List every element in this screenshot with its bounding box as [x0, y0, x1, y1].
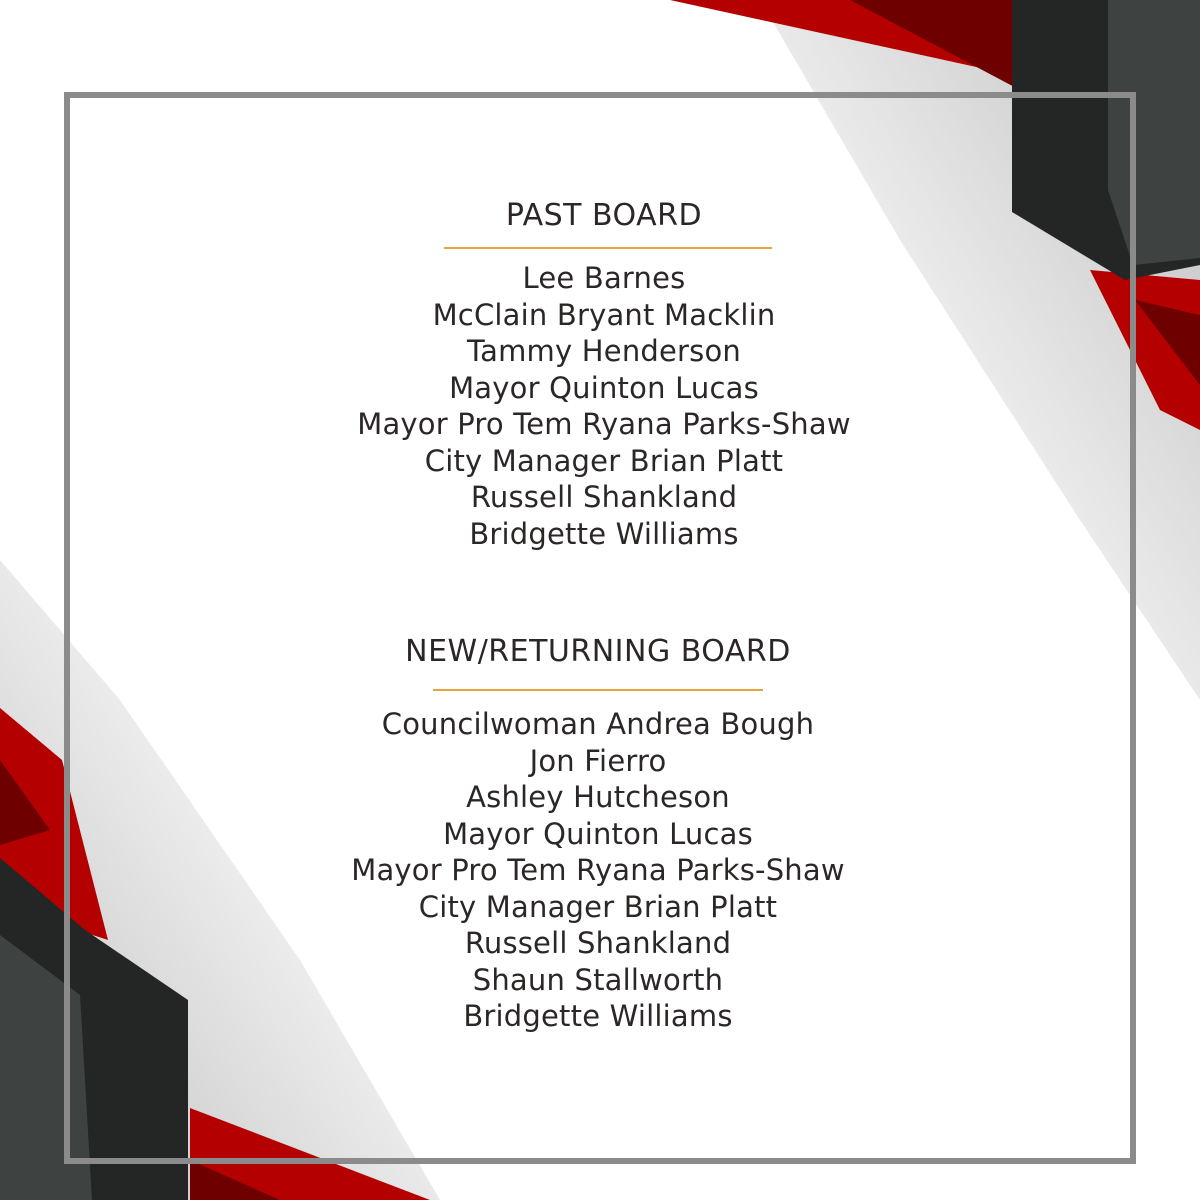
list-item: Ashley Hutcheson — [466, 780, 730, 814]
new-board-title: NEW/RETURNING BOARD — [405, 634, 791, 669]
past-board-section — [0, 198, 1200, 552]
list-item: Jon Fierro — [529, 743, 667, 778]
list-item: Lee Barnes — [522, 261, 686, 295]
past-board-list — [4, 260, 1200, 552]
list-item: Russell Shankland — [464, 926, 732, 960]
past-board-title: PAST BOARD — [505, 198, 703, 233]
new-board-divider — [433, 689, 763, 691]
list-item: McClain Bryant Macklin — [432, 297, 776, 332]
new-board-list — [0, 706, 1198, 1035]
list-item: Mayor Quinton Lucas — [443, 816, 753, 851]
new-board-section — [0, 634, 1200, 1035]
list-item: Councilwoman Andrea Bough — [381, 707, 815, 741]
list-item: Mayor Pro Tem Ryana Parks-Shaw — [351, 853, 845, 887]
list-item: Mayor Pro Tem Ryana Parks-Shaw — [357, 407, 851, 441]
list-item: City Manager Brian Platt — [424, 443, 784, 478]
list-item: Russell Shankland — [470, 480, 738, 514]
list-item: Shaun Stallworth — [472, 962, 724, 997]
list-item: Bridgette Williams — [463, 999, 733, 1033]
list-item: Mayor Quinton Lucas — [449, 370, 759, 405]
list-item: Tammy Henderson — [467, 334, 741, 368]
list-item: Bridgette Williams — [469, 516, 739, 551]
past-board-divider — [444, 247, 772, 249]
list-item: City Manager Brian Platt — [418, 889, 778, 924]
